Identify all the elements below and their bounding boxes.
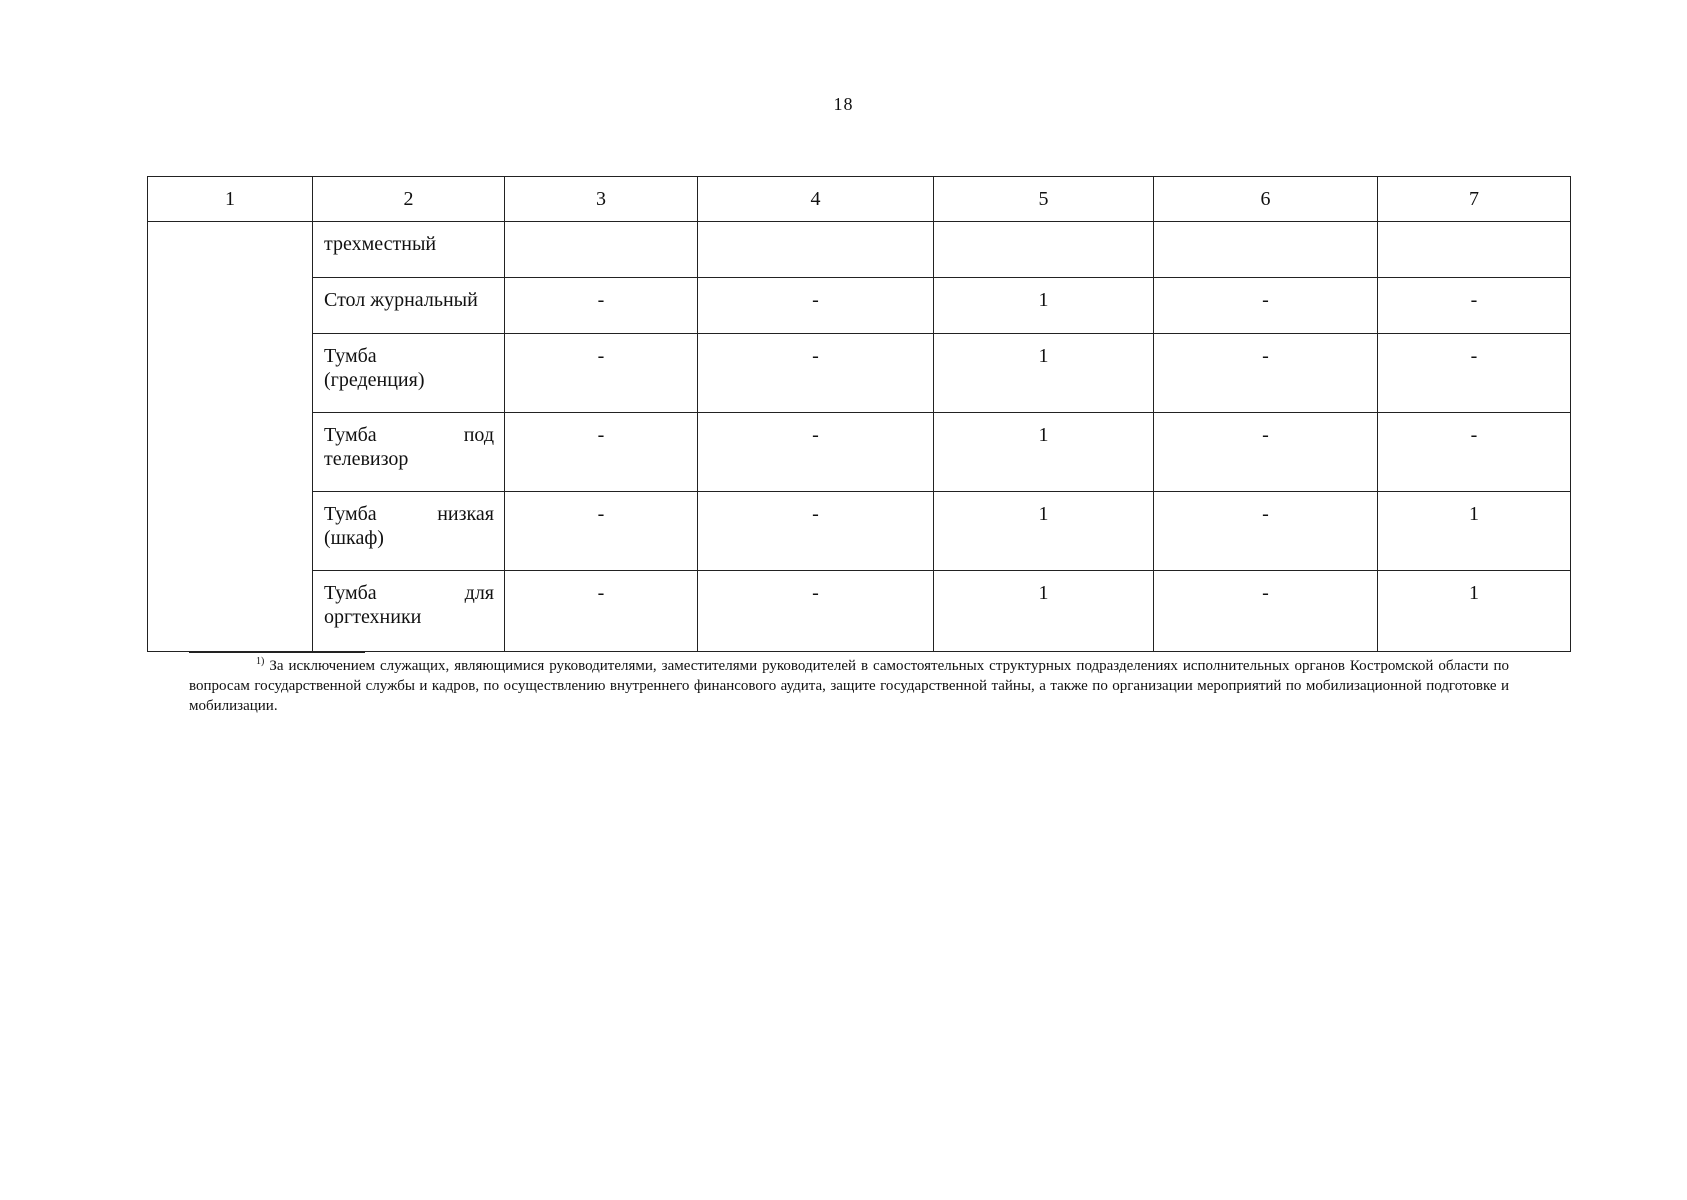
column-number-cell: 5 — [934, 177, 1154, 222]
value-cell: - — [698, 492, 934, 571]
value-cell: - — [1154, 492, 1378, 571]
value-cell — [1154, 222, 1378, 278]
value-cell: 1 — [1378, 571, 1571, 652]
column-number-cell: 4 — [698, 177, 934, 222]
item-name-line: телевизор — [324, 448, 409, 470]
column-number-cell: 1 — [148, 177, 313, 222]
item-name-cell — [313, 492, 505, 571]
item-name-word: Тумба — [324, 424, 377, 446]
table-row — [148, 334, 1571, 413]
item-name-line: оргтехники — [324, 606, 422, 628]
item-name-line — [324, 423, 494, 447]
item-name-line: (шкаф) — [324, 527, 384, 549]
item-name-word: для — [464, 582, 494, 604]
item-name-cell — [313, 334, 505, 413]
value-cell: - — [1154, 334, 1378, 413]
merged-category-cell — [148, 222, 313, 652]
value-cell: 1 — [1378, 492, 1571, 571]
value-cell: - — [698, 413, 934, 492]
table-row — [148, 222, 1571, 278]
column-number-cell: 7 — [1378, 177, 1571, 222]
value-cell: - — [1378, 278, 1571, 334]
column-number-cell: 6 — [1154, 177, 1378, 222]
item-name-line — [324, 581, 494, 605]
footnote-marker: 1) — [256, 656, 265, 667]
footnote — [189, 656, 1509, 716]
value-cell: - — [1154, 278, 1378, 334]
item-name-cell — [313, 278, 505, 334]
footnote-text: За исключением служащих, являющимися руководителями, заместителями руководителей в самостоятельных структурных подразделениях исполнительных органов Костромской области по вопросам государственной службы и кадров, по осуществлению внутреннего финансового аудита, защите государственной тайны, а также по организации мероприятий по мобилизационной подготовке и мобилизации. — [189, 658, 1509, 714]
value-cell — [934, 222, 1154, 278]
value-cell: - — [1378, 334, 1571, 413]
value-cell: - — [505, 413, 698, 492]
item-name-cell — [313, 413, 505, 492]
furniture-table — [147, 176, 1571, 652]
item-name-line: Тумба — [324, 345, 377, 367]
item-name-line: (греденция) — [324, 369, 425, 391]
item-name-line — [324, 502, 494, 526]
value-cell — [698, 222, 934, 278]
value-cell: 1 — [934, 571, 1154, 652]
table-row — [148, 278, 1571, 334]
footnote-separator — [189, 652, 365, 653]
value-cell: - — [698, 571, 934, 652]
item-name-word: Тумба — [324, 582, 377, 604]
item-name-line: Стол журнальный — [324, 289, 478, 311]
column-number-cell: 3 — [505, 177, 698, 222]
item-name-word: низкая — [437, 503, 494, 525]
value-cell — [1378, 222, 1571, 278]
value-cell: 1 — [934, 278, 1154, 334]
value-cell: - — [1154, 571, 1378, 652]
value-cell: - — [505, 492, 698, 571]
page-number: 18 — [833, 94, 854, 114]
item-name-cell — [313, 571, 505, 652]
value-cell: 1 — [934, 413, 1154, 492]
value-cell: - — [1378, 413, 1571, 492]
table-header-row — [148, 177, 1571, 222]
value-cell: - — [698, 334, 934, 413]
value-cell — [505, 222, 698, 278]
value-cell: 1 — [934, 334, 1154, 413]
item-name-line: трехместный — [324, 233, 437, 255]
value-cell: 1 — [934, 492, 1154, 571]
value-cell: - — [505, 334, 698, 413]
table-row — [148, 413, 1571, 492]
table-row — [148, 492, 1571, 571]
value-cell: - — [698, 278, 934, 334]
item-name-cell — [313, 222, 505, 278]
item-name-word: Тумба — [324, 503, 377, 525]
table-row — [148, 571, 1571, 652]
value-cell: - — [1154, 413, 1378, 492]
value-cell: - — [505, 571, 698, 652]
item-name-word: под — [463, 424, 494, 446]
column-number-cell: 2 — [313, 177, 505, 222]
value-cell: - — [505, 278, 698, 334]
